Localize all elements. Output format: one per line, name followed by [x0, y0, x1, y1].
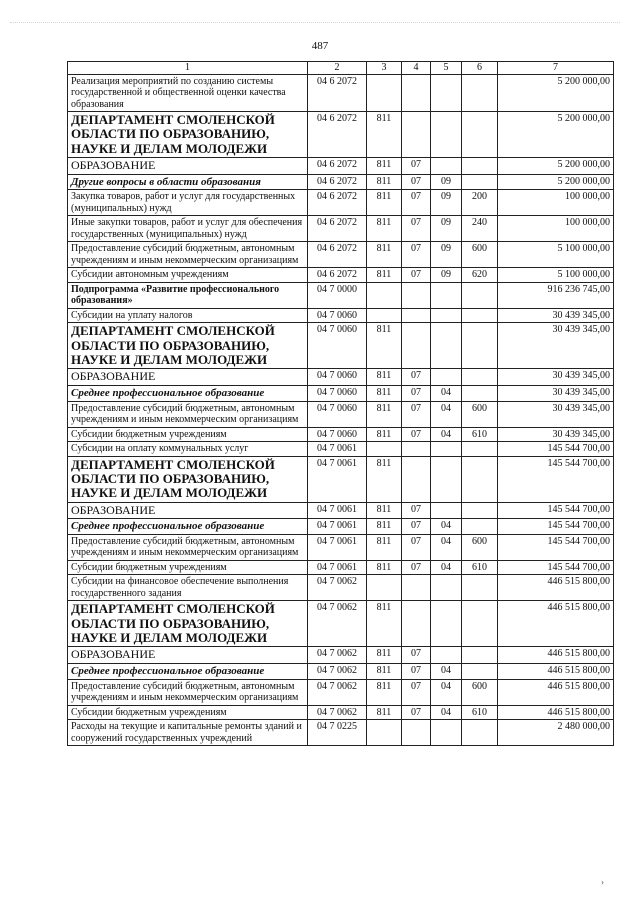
- row-name: ОБРАЗОВАНИЕ: [68, 369, 308, 386]
- row-ved: 811: [367, 216, 402, 242]
- table-row: [68, 157, 614, 174]
- row-vr: 610: [462, 427, 498, 442]
- row-ved: 811: [367, 679, 402, 705]
- table-header-row: [68, 62, 614, 75]
- row-code: 04 7 0061: [308, 442, 367, 457]
- row-code: 04 7 0061: [308, 519, 367, 535]
- row-pr: [431, 369, 462, 386]
- column-header: 2: [308, 62, 367, 75]
- row-sum: 145 544 700,00: [498, 534, 614, 560]
- row-ved: 811: [367, 242, 402, 268]
- row-code: 04 6 2072: [308, 174, 367, 190]
- row-rz: [402, 308, 431, 323]
- table-row: [68, 190, 614, 216]
- row-ved: 811: [367, 601, 402, 647]
- table-row: [68, 401, 614, 427]
- table-row: [68, 601, 614, 647]
- row-name: Расходы на текущие и капитальные ремонты зданий и сооружений государственных учреждений: [68, 720, 308, 746]
- row-ved: 811: [367, 112, 402, 158]
- table-row: [68, 386, 614, 402]
- table-row: [68, 502, 614, 519]
- row-ved: [367, 720, 402, 746]
- row-rz: 07: [402, 386, 431, 402]
- row-pr: [431, 502, 462, 519]
- row-ved: [367, 74, 402, 112]
- row-pr: [431, 442, 462, 457]
- row-rz: [402, 601, 431, 647]
- row-ved: 811: [367, 456, 402, 502]
- row-rz: 07: [402, 174, 431, 190]
- table-row: [68, 308, 614, 323]
- row-code: 04 7 0061: [308, 560, 367, 575]
- row-vr: 600: [462, 401, 498, 427]
- row-sum: 145 544 700,00: [498, 519, 614, 535]
- row-vr: 240: [462, 216, 498, 242]
- row-name: Среднее профессиональное образование: [68, 519, 308, 535]
- row-sum: 30 439 345,00: [498, 308, 614, 323]
- row-vr: 620: [462, 268, 498, 283]
- row-vr: [462, 456, 498, 502]
- row-vr: [462, 112, 498, 158]
- table-row: [68, 427, 614, 442]
- budget-table: [67, 61, 614, 746]
- row-sum: 5 200 000,00: [498, 74, 614, 112]
- row-ved: 811: [367, 502, 402, 519]
- row-sum: 30 439 345,00: [498, 369, 614, 386]
- row-sum: 916 236 745,00: [498, 282, 614, 308]
- table-row: [68, 560, 614, 575]
- row-code: 04 7 0060: [308, 386, 367, 402]
- row-code: 04 7 0061: [308, 534, 367, 560]
- row-pr: 09: [431, 216, 462, 242]
- row-name: Среднее профессиональное образование: [68, 386, 308, 402]
- row-vr: [462, 601, 498, 647]
- row-rz: 07: [402, 560, 431, 575]
- row-name: Среднее профессиональное образование: [68, 664, 308, 680]
- row-vr: [462, 519, 498, 535]
- row-ved: 811: [367, 268, 402, 283]
- row-vr: 600: [462, 534, 498, 560]
- row-pr: [431, 575, 462, 601]
- row-ved: 811: [367, 519, 402, 535]
- row-pr: 04: [431, 664, 462, 680]
- column-header: 7: [498, 62, 614, 75]
- row-pr: 04: [431, 519, 462, 535]
- row-vr: [462, 308, 498, 323]
- row-pr: [431, 720, 462, 746]
- table-row: [68, 679, 614, 705]
- row-code: 04 7 0061: [308, 456, 367, 502]
- row-code: 04 7 0062: [308, 664, 367, 680]
- row-code: 04 6 2072: [308, 242, 367, 268]
- row-rz: [402, 74, 431, 112]
- row-pr: [431, 282, 462, 308]
- row-pr: 04: [431, 534, 462, 560]
- row-sum: 100 000,00: [498, 216, 614, 242]
- row-sum: 446 515 800,00: [498, 601, 614, 647]
- row-pr: 04: [431, 386, 462, 402]
- row-rz: 07: [402, 705, 431, 720]
- row-pr: 04: [431, 560, 462, 575]
- row-pr: 09: [431, 190, 462, 216]
- row-name: Субсидии на уплату налогов: [68, 308, 308, 323]
- row-code: 04 7 0062: [308, 705, 367, 720]
- row-code: 04 6 2072: [308, 190, 367, 216]
- row-code: 04 7 0225: [308, 720, 367, 746]
- row-rz: 07: [402, 664, 431, 680]
- row-pr: 09: [431, 242, 462, 268]
- row-name: Субсидии на финансовое обеспечение выполнения государственного задания: [68, 575, 308, 601]
- table-row: [68, 519, 614, 535]
- row-vr: [462, 157, 498, 174]
- row-rz: 07: [402, 268, 431, 283]
- column-header: 3: [367, 62, 402, 75]
- row-ved: 811: [367, 560, 402, 575]
- row-rz: 07: [402, 401, 431, 427]
- row-pr: [431, 308, 462, 323]
- row-ved: 811: [367, 174, 402, 190]
- row-vr: [462, 647, 498, 664]
- row-rz: 07: [402, 679, 431, 705]
- row-sum: 446 515 800,00: [498, 647, 614, 664]
- row-name: Другие вопросы в области образования: [68, 174, 308, 190]
- row-rz: 07: [402, 519, 431, 535]
- row-sum: 2 480 000,00: [498, 720, 614, 746]
- table-row: [68, 575, 614, 601]
- row-ved: 811: [367, 534, 402, 560]
- row-vr: 610: [462, 560, 498, 575]
- row-ved: [367, 308, 402, 323]
- row-ved: 811: [367, 664, 402, 680]
- row-rz: 07: [402, 157, 431, 174]
- page-number: 487: [311, 40, 329, 52]
- row-code: 04 7 0000: [308, 282, 367, 308]
- scan-artifact-header: [10, 8, 620, 23]
- row-code: 04 7 0062: [308, 647, 367, 664]
- row-sum: 5 200 000,00: [498, 157, 614, 174]
- row-sum: 446 515 800,00: [498, 664, 614, 680]
- row-code: 04 7 0062: [308, 679, 367, 705]
- row-code: 04 7 0060: [308, 401, 367, 427]
- row-name: Субсидии бюджетным учреждениям: [68, 705, 308, 720]
- table-row: [68, 282, 614, 308]
- row-sum: 30 439 345,00: [498, 386, 614, 402]
- row-sum: 145 544 700,00: [498, 442, 614, 457]
- row-code: 04 7 0062: [308, 601, 367, 647]
- table-row: [68, 456, 614, 502]
- row-name: Реализация мероприятий по созданию системы государственной и общественной оценки качества образования: [68, 74, 308, 112]
- row-name: ОБРАЗОВАНИЕ: [68, 647, 308, 664]
- row-pr: [431, 456, 462, 502]
- row-vr: [462, 442, 498, 457]
- row-rz: [402, 323, 431, 369]
- column-header: 5: [431, 62, 462, 75]
- table-row: [68, 442, 614, 457]
- row-vr: [462, 386, 498, 402]
- row-rz: 07: [402, 216, 431, 242]
- row-rz: 07: [402, 647, 431, 664]
- row-rz: [402, 456, 431, 502]
- row-rz: 07: [402, 427, 431, 442]
- row-vr: 600: [462, 242, 498, 268]
- table-row: [68, 369, 614, 386]
- row-code: 04 7 0060: [308, 323, 367, 369]
- row-vr: [462, 720, 498, 746]
- row-rz: [402, 112, 431, 158]
- row-vr: [462, 369, 498, 386]
- row-pr: 04: [431, 705, 462, 720]
- row-sum: 145 544 700,00: [498, 502, 614, 519]
- row-ved: 811: [367, 386, 402, 402]
- row-vr: [462, 575, 498, 601]
- row-sum: 30 439 345,00: [498, 323, 614, 369]
- row-pr: [431, 157, 462, 174]
- row-vr: [462, 74, 498, 112]
- column-header: 6: [462, 62, 498, 75]
- row-name: Субсидии на оплату коммунальных услуг: [68, 442, 308, 457]
- row-name: ДЕПАРТАМЕНТ СМОЛЕНСКОЙ ОБЛАСТИ ПО ОБРАЗОВАНИЮ, НАУКЕ И ДЕЛАМ МОЛОДЕЖИ: [68, 112, 308, 158]
- row-pr: 04: [431, 427, 462, 442]
- row-code: 04 6 2072: [308, 157, 367, 174]
- row-sum: 5 100 000,00: [498, 242, 614, 268]
- table-row: [68, 242, 614, 268]
- table-row: [68, 74, 614, 112]
- row-pr: [431, 112, 462, 158]
- row-code: 04 7 0062: [308, 575, 367, 601]
- row-ved: [367, 282, 402, 308]
- row-name: Субсидии автономным учреждениям: [68, 268, 308, 283]
- table-row: [68, 174, 614, 190]
- row-code: 04 6 2072: [308, 74, 367, 112]
- row-name: ОБРАЗОВАНИЕ: [68, 157, 308, 174]
- row-rz: 07: [402, 242, 431, 268]
- row-vr: 610: [462, 705, 498, 720]
- row-ved: [367, 575, 402, 601]
- row-vr: [462, 502, 498, 519]
- row-sum: 5 200 000,00: [498, 112, 614, 158]
- row-sum: 100 000,00: [498, 190, 614, 216]
- row-sum: 446 515 800,00: [498, 679, 614, 705]
- row-ved: 811: [367, 323, 402, 369]
- table-row: [68, 705, 614, 720]
- row-name: Субсидии бюджетным учреждениям: [68, 427, 308, 442]
- row-code: 04 7 0060: [308, 427, 367, 442]
- row-ved: 811: [367, 705, 402, 720]
- row-name: Предоставление субсидий бюджетным, автономным учреждениям и иным некоммерческим организациям: [68, 679, 308, 705]
- table-row: [68, 268, 614, 283]
- table-row: [68, 664, 614, 680]
- row-name: Закупка товаров, работ и услуг для государственных (муниципальных) нужд: [68, 190, 308, 216]
- row-sum: 446 515 800,00: [498, 575, 614, 601]
- row-vr: [462, 282, 498, 308]
- row-name: Иные закупки товаров, работ и услуг для обеспечения государственных (муниципальных) нужд: [68, 216, 308, 242]
- row-ved: 811: [367, 369, 402, 386]
- row-ved: 811: [367, 190, 402, 216]
- table-row: [68, 720, 614, 746]
- row-name: Подпрограмма «Развитие профессионального образования»: [68, 282, 308, 308]
- row-pr: [431, 74, 462, 112]
- table-row: [68, 647, 614, 664]
- row-name: Предоставление субсидий бюджетным, автономным учреждениям и иным некоммерческим организациям: [68, 242, 308, 268]
- row-code: 04 6 2072: [308, 216, 367, 242]
- row-rz: 07: [402, 369, 431, 386]
- row-code: 04 7 0060: [308, 308, 367, 323]
- row-rz: 07: [402, 534, 431, 560]
- row-vr: [462, 174, 498, 190]
- row-code: 04 6 2072: [308, 268, 367, 283]
- scan-mark: ›: [601, 877, 604, 887]
- row-name: Субсидии бюджетным учреждениям: [68, 560, 308, 575]
- row-name: ДЕПАРТАМЕНТ СМОЛЕНСКОЙ ОБЛАСТИ ПО ОБРАЗОВАНИЮ, НАУКЕ И ДЕЛАМ МОЛОДЕЖИ: [68, 601, 308, 647]
- row-sum: 446 515 800,00: [498, 705, 614, 720]
- row-pr: 04: [431, 401, 462, 427]
- row-code: 04 6 2072: [308, 112, 367, 158]
- row-name: Предоставление субсидий бюджетным, автономным учреждениям и иным некоммерческим организациям: [68, 401, 308, 427]
- row-sum: 145 544 700,00: [498, 456, 614, 502]
- row-ved: [367, 442, 402, 457]
- row-vr: [462, 664, 498, 680]
- row-sum: 30 439 345,00: [498, 401, 614, 427]
- row-rz: [402, 575, 431, 601]
- row-pr: 09: [431, 268, 462, 283]
- row-sum: 145 544 700,00: [498, 560, 614, 575]
- row-rz: [402, 282, 431, 308]
- row-rz: [402, 720, 431, 746]
- row-pr: [431, 323, 462, 369]
- table-row: [68, 323, 614, 369]
- row-pr: [431, 601, 462, 647]
- row-ved: 811: [367, 157, 402, 174]
- row-rz: 07: [402, 502, 431, 519]
- row-ved: 811: [367, 427, 402, 442]
- row-sum: 5 100 000,00: [498, 268, 614, 283]
- row-sum: 5 200 000,00: [498, 174, 614, 190]
- row-pr: [431, 647, 462, 664]
- row-code: 04 7 0061: [308, 502, 367, 519]
- row-ved: 811: [367, 647, 402, 664]
- row-vr: 200: [462, 190, 498, 216]
- row-name: ДЕПАРТАМЕНТ СМОЛЕНСКОЙ ОБЛАСТИ ПО ОБРАЗОВАНИЮ, НАУКЕ И ДЕЛАМ МОЛОДЕЖИ: [68, 456, 308, 502]
- row-rz: [402, 442, 431, 457]
- row-vr: 600: [462, 679, 498, 705]
- table-row: [68, 112, 614, 158]
- row-ved: 811: [367, 401, 402, 427]
- row-code: 04 7 0060: [308, 369, 367, 386]
- row-name: Предоставление субсидий бюджетным, автономным учреждениям и иным некоммерческим организациям: [68, 534, 308, 560]
- row-name: ДЕПАРТАМЕНТ СМОЛЕНСКОЙ ОБЛАСТИ ПО ОБРАЗОВАНИЮ, НАУКЕ И ДЕЛАМ МОЛОДЕЖИ: [68, 323, 308, 369]
- row-vr: [462, 323, 498, 369]
- row-pr: 09: [431, 174, 462, 190]
- table-row: [68, 534, 614, 560]
- row-name: ОБРАЗОВАНИЕ: [68, 502, 308, 519]
- table-body: [68, 74, 614, 746]
- column-header: 4: [402, 62, 431, 75]
- row-rz: 07: [402, 190, 431, 216]
- row-sum: 30 439 345,00: [498, 427, 614, 442]
- table-row: [68, 216, 614, 242]
- row-pr: 04: [431, 679, 462, 705]
- column-header: 1: [68, 62, 308, 75]
